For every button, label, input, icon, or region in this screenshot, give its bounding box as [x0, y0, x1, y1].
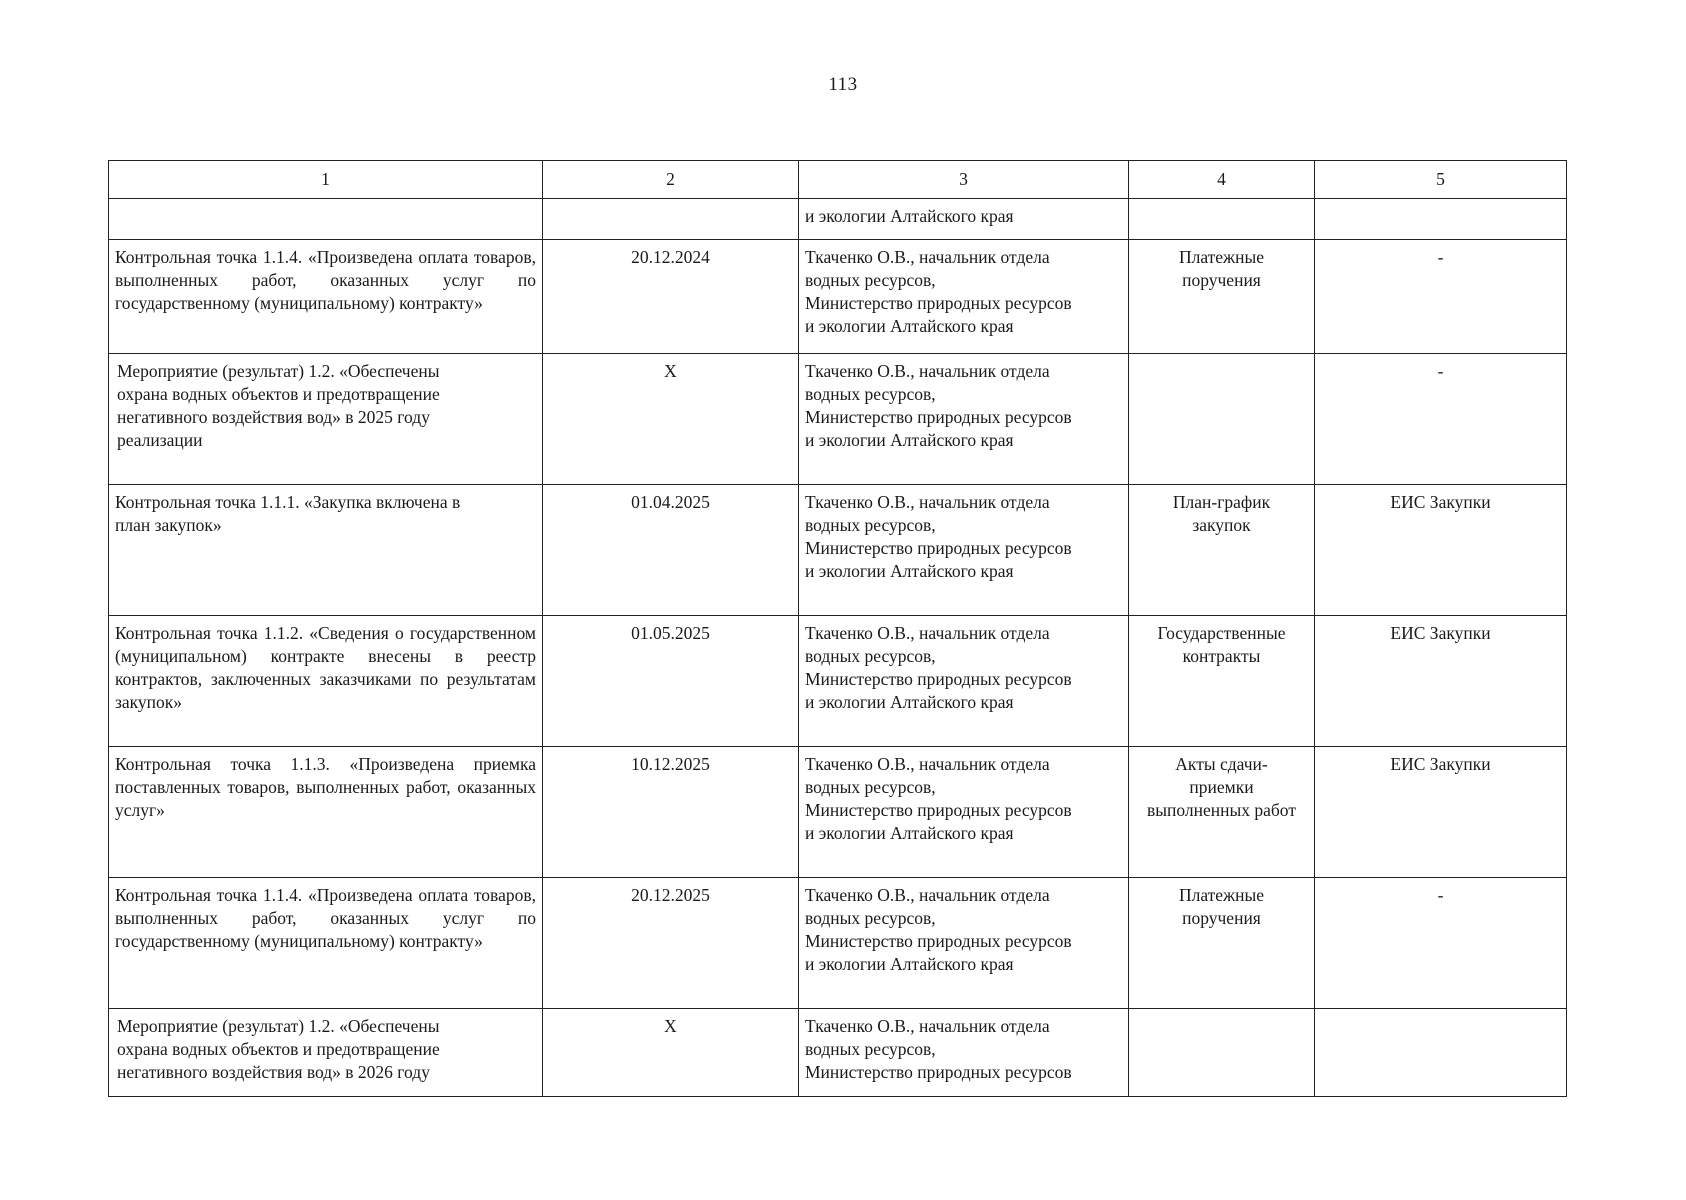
table-header-row	[109, 161, 1567, 199]
row-date: X	[543, 1009, 799, 1097]
row-date: X	[543, 354, 799, 485]
row-document: Платежные поручения	[1129, 878, 1315, 1009]
table-row	[109, 616, 1567, 747]
row-system: -	[1315, 354, 1567, 485]
row-responsible: Ткаченко О.В., начальник отдела водных ресурсов, Министерство природных ресурсов и экологии Алтайского края	[799, 878, 1129, 1009]
table-continuation-row	[109, 199, 1567, 240]
row-date: 01.05.2025	[543, 616, 799, 747]
table-row	[109, 354, 1567, 485]
continuation-responsible: и экологии Алтайского края	[799, 199, 1129, 240]
row-responsible: Ткаченко О.В., начальник отдела водных ресурсов, Министерство природных ресурсов и экологии Алтайского края	[799, 354, 1129, 485]
table-row	[109, 1009, 1567, 1097]
continuation-cell-5	[1315, 199, 1567, 240]
column-header-5: 5	[1315, 161, 1567, 199]
row-responsible: Ткаченко О.В., начальник отдела водных ресурсов, Министерство природных ресурсов и экологии Алтайского края	[799, 485, 1129, 616]
row-date: 10.12.2025	[543, 747, 799, 878]
row-description: Контрольная точка 1.1.2. «Сведения о государственном (муниципальном) контракте внесены в реестр контрактов, заключенных заказчиками по результатам закупок»	[109, 616, 543, 747]
row-description: Контрольная точка 1.1.3. «Произведена приемка поставленных товаров, выполненных работ, оказанных услуг»	[109, 747, 543, 878]
row-document: Государственные контракты	[1129, 616, 1315, 747]
row-responsible: Ткаченко О.В., начальник отдела водных ресурсов, Министерство природных ресурсов и экологии Алтайского края	[799, 616, 1129, 747]
continuation-cell-2	[543, 199, 799, 240]
row-system: -	[1315, 878, 1567, 1009]
row-description: Контрольная точка 1.1.4. «Произведена оплата товаров, выполненных работ, оказанных услуг по государственному (муниципальному) контракту»	[109, 240, 543, 354]
page-number: 113	[828, 74, 858, 95]
row-document	[1129, 354, 1315, 485]
column-header-2: 2	[543, 161, 799, 199]
row-system	[1315, 1009, 1567, 1097]
row-document: План-график закупок	[1129, 485, 1315, 616]
row-description: Мероприятие (результат) 1.2. «Обеспечены охрана водных объектов и предотвращение негативного воздействия вод» в 2026 году	[109, 1009, 543, 1097]
table-row	[109, 747, 1567, 878]
row-date: 20.12.2024	[543, 240, 799, 354]
column-header-4: 4	[1129, 161, 1315, 199]
row-document: Платежные поручения	[1129, 240, 1315, 354]
continuation-cell-4	[1129, 199, 1315, 240]
row-date: 20.12.2025	[543, 878, 799, 1009]
row-responsible: Ткаченко О.В., начальник отдела водных ресурсов, Министерство природных ресурсов и экологии Алтайского края	[799, 747, 1129, 878]
row-system: -	[1315, 240, 1567, 354]
row-date: 01.04.2025	[543, 485, 799, 616]
row-description: Мероприятие (результат) 1.2. «Обеспечены охрана водных объектов и предотвращение негативного воздействия вод» в 2025 году реализации	[109, 354, 543, 485]
column-header-3: 3	[799, 161, 1129, 199]
row-document: Акты сдачи- приемки выполненных работ	[1129, 747, 1315, 878]
row-system: ЕИС Закупки	[1315, 747, 1567, 878]
row-document	[1129, 1009, 1315, 1097]
table-row	[109, 240, 1567, 354]
table-row	[109, 485, 1567, 616]
row-responsible: Ткаченко О.В., начальник отдела водных ресурсов, Министерство природных ресурсов и экологии Алтайского края	[799, 240, 1129, 354]
table-row	[109, 878, 1567, 1009]
row-system: ЕИС Закупки	[1315, 485, 1567, 616]
row-system: ЕИС Закупки	[1315, 616, 1567, 747]
row-description: Контрольная точка 1.1.1. «Закупка включена в план закупок»	[109, 485, 543, 616]
row-description: Контрольная точка 1.1.4. «Произведена оплата товаров, выполненных работ, оказанных услуг по государственному (муниципальному) контракту»	[109, 878, 543, 1009]
continuation-cell-1	[109, 199, 543, 240]
column-header-1: 1	[109, 161, 543, 199]
document-table	[108, 160, 1567, 1097]
row-responsible: Ткаченко О.В., начальник отдела водных ресурсов, Министерство природных ресурсов	[799, 1009, 1129, 1097]
